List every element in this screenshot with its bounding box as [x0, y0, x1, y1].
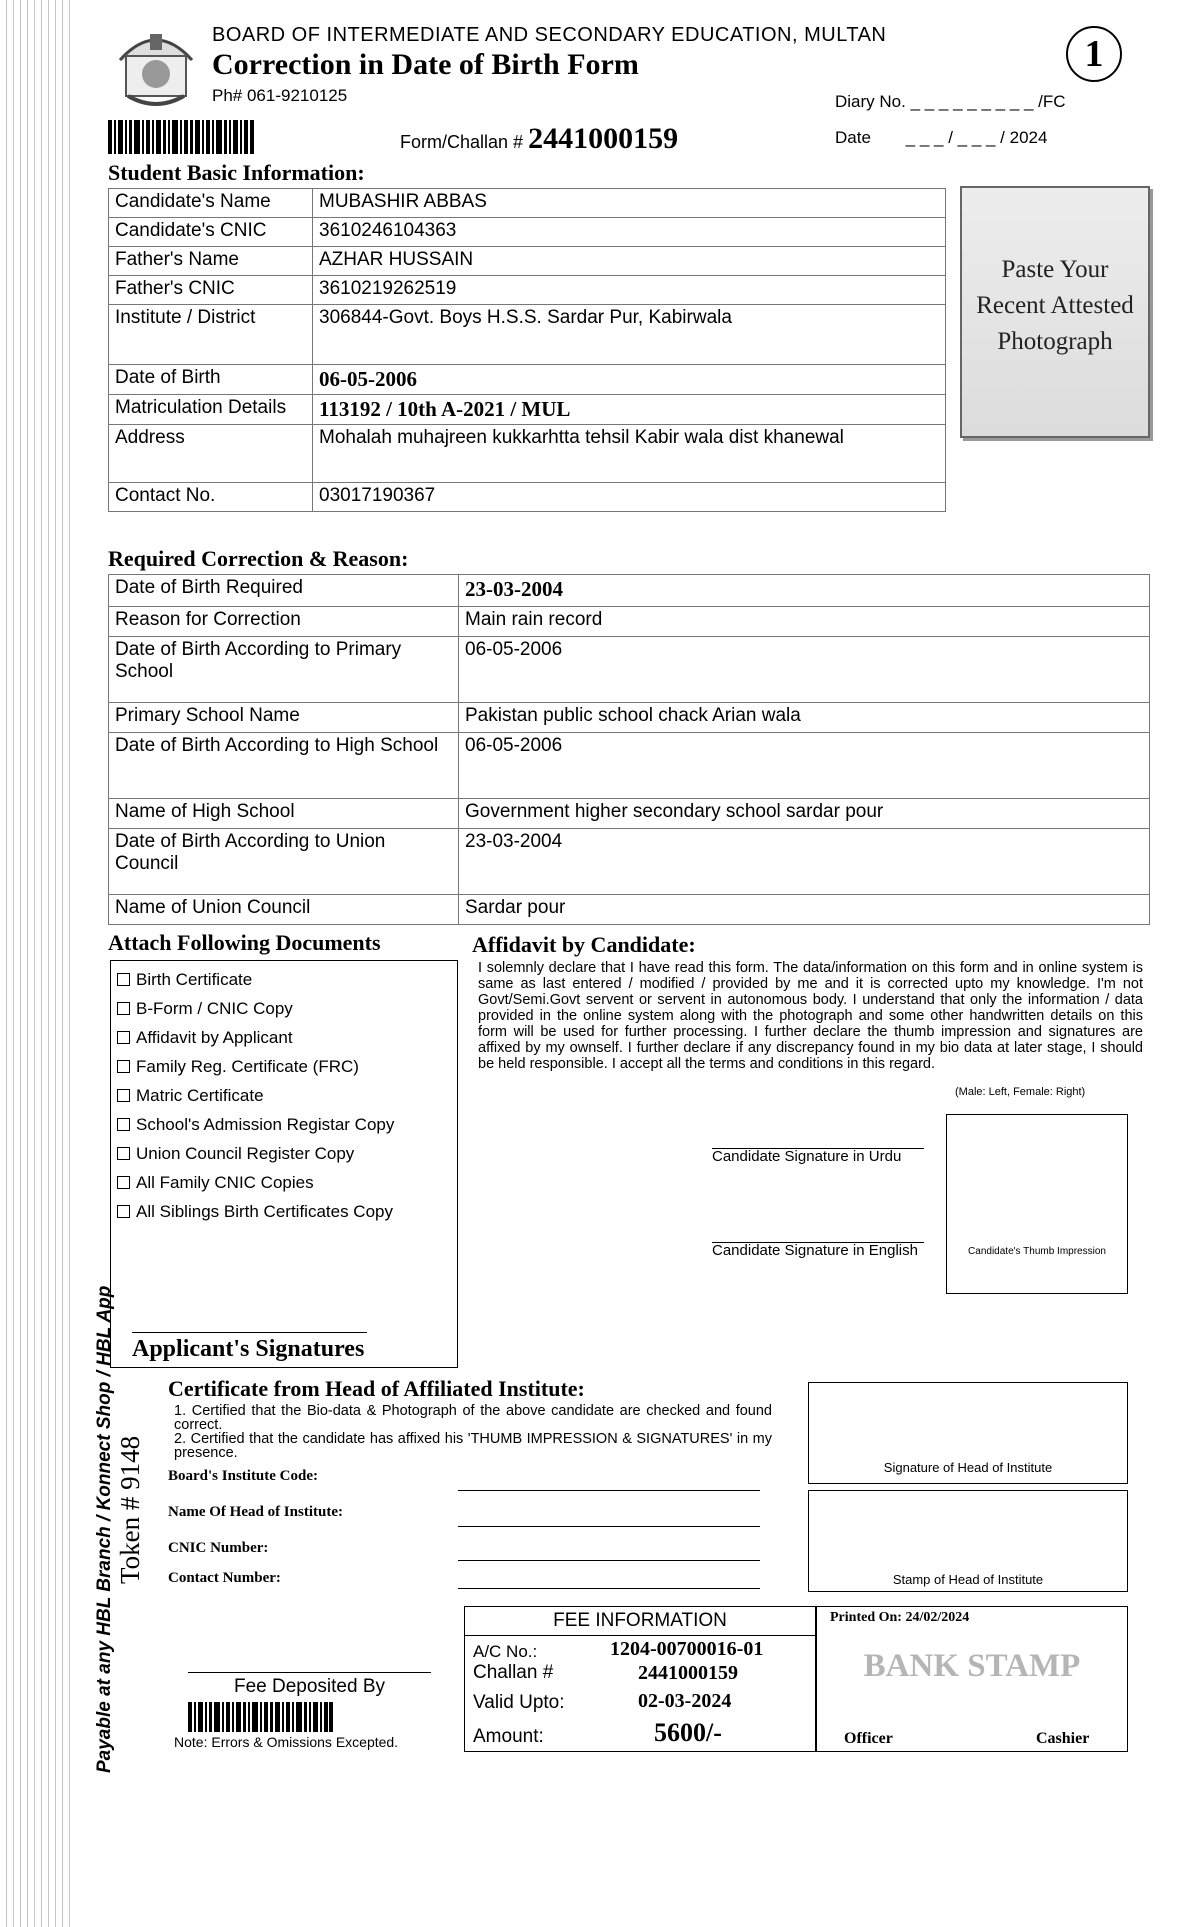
document-label: Birth Certificate: [136, 970, 253, 989]
document-label: Family Reg. Certificate (FRC): [136, 1057, 359, 1076]
row-label: Reason for Correction: [109, 607, 459, 637]
checkbox[interactable]: [117, 1176, 130, 1189]
thumb-impression-box: [946, 1114, 1128, 1294]
table-row: [109, 425, 946, 483]
row-value: 06-05-2006: [313, 365, 946, 395]
table-row: [109, 483, 946, 512]
errors-note: Note: Errors & Omissions Excepted.: [174, 1734, 399, 1750]
documents-list: [110, 960, 458, 1368]
table-row: [109, 575, 1150, 607]
row-value: 23-03-2004: [459, 829, 1150, 895]
urdu-signature-label: Candidate Signature in Urdu: [712, 1148, 902, 1165]
document-item[interactable]: [117, 994, 451, 1023]
row-label: Matriculation Details: [109, 395, 313, 425]
ac-number-label: A/C No.:: [473, 1642, 538, 1661]
certificate-line: 1. Certified that the Bio-data & Photograph of the above candidate are checked and found correct.: [174, 1403, 772, 1433]
row-label: Primary School Name: [109, 703, 459, 733]
cnic-number-label: CNIC Number:: [168, 1540, 269, 1556]
head-stamp-label: Stamp of Head of Institute: [892, 1572, 1044, 1587]
row-value: 06-05-2006: [459, 637, 1150, 703]
photo-text-line: Photograph: [997, 328, 1113, 355]
document-label: B-Form / CNIC Copy: [136, 999, 293, 1018]
phone-number: Ph# 061-9210125: [212, 86, 348, 105]
thumb-impression-label: Candidate's Thumb Impression: [968, 1246, 1106, 1257]
table-row: [109, 218, 946, 247]
affidavit-text: I solemnly declare that I have read this form. The data/information on this form and in online system is same as last entered / modified / provided by me and it is corrected upto my knowledge. I'm not Govt/Semi.Govt servent or servent in autonomous body. I understand that only the information / data provided in the online system along with the photograph and some other handwritten details on this form will be used for further processing. I further declare the thumb impression and signatures are affixed by my ownself. I further declare if any discrepancy found in my bio data at later stage, I should be held responsible. I accept all the terms and conditions in this regard.: [478, 960, 1143, 1072]
left-margin-stripes: [0, 0, 75, 1927]
affidavit-title: Affidavit by Candidate:: [472, 932, 696, 957]
correction-title: Required Correction & Reason:: [108, 546, 409, 571]
challan-label: Form/Challan #: [400, 132, 524, 152]
photo-text-line: Paste Your: [1001, 256, 1109, 283]
checkbox[interactable]: [117, 1031, 130, 1044]
row-value: Sardar pour: [459, 895, 1150, 925]
row-label: Name of Union Council: [109, 895, 459, 925]
challan-number: 2441000159: [528, 122, 679, 155]
barcode-icon: [108, 120, 254, 154]
date-label: Date: [835, 128, 871, 147]
row-label: Father's CNIC: [109, 276, 313, 305]
row-label: Date of Birth Required: [109, 575, 459, 607]
board-name: BOARD OF INTERMEDIATE AND SECONDARY EDUCATION, MULTAN: [212, 24, 887, 46]
certificate-line: 2. Certified that the candidate has affixed his 'THUMB IMPRESSION & SIGNATURES' in my presence.: [174, 1431, 772, 1461]
row-value: 113192 / 10th A-2021 / MUL: [313, 395, 946, 425]
checkbox[interactable]: [117, 1147, 130, 1160]
table-row: [109, 829, 1150, 895]
valid-upto-label: Valid Upto:: [473, 1692, 565, 1713]
row-label: Date of Birth: [109, 365, 313, 395]
certificate-text: [174, 1404, 772, 1460]
cashier-label: Cashier: [1036, 1730, 1090, 1747]
document-item[interactable]: [117, 1110, 451, 1139]
institute-code-line[interactable]: [458, 1490, 760, 1491]
english-signature-label: Candidate Signature in English: [712, 1242, 918, 1259]
checkbox[interactable]: [117, 1002, 130, 1015]
fee-challan-value: 2441000159: [638, 1662, 738, 1684]
table-row: [109, 607, 1150, 637]
fee-deposited-label: Fee Deposited By: [233, 1676, 386, 1697]
officer-label: Officer: [844, 1730, 893, 1747]
form-challan-number: [400, 122, 678, 156]
checkbox[interactable]: [117, 1205, 130, 1218]
board-logo: [110, 20, 202, 112]
row-value: 3610246104363: [313, 218, 946, 247]
table-row: [109, 305, 946, 365]
row-label: Father's Name: [109, 247, 313, 276]
row-label: Date of Birth According to Primary School: [109, 637, 459, 703]
row-value: 23-03-2004: [459, 575, 1150, 607]
document-item[interactable]: [117, 1197, 451, 1226]
row-value: Main rain record: [459, 607, 1150, 637]
cnic-number-line[interactable]: [458, 1560, 760, 1561]
row-label: Date of Birth According to High School: [109, 733, 459, 799]
row-label: Contact No.: [109, 483, 313, 512]
head-signature-label: Signature of Head of Institute: [883, 1460, 1053, 1475]
table-row: [109, 703, 1150, 733]
table-row: [109, 733, 1150, 799]
checkbox[interactable]: [117, 973, 130, 986]
page-number: 1: [1066, 26, 1122, 82]
amount-label: Amount:: [473, 1726, 544, 1747]
row-value: Pakistan public school chack Arian wala: [459, 703, 1150, 733]
document-item[interactable]: [117, 1052, 451, 1081]
basic-info-title: Student Basic Information:: [108, 160, 365, 185]
row-value: MUBASHIR ABBAS: [313, 189, 946, 218]
row-value: Government higher secondary school sardar pour: [459, 799, 1150, 829]
head-name-label: Name Of Head of Institute:: [168, 1504, 343, 1520]
photo-box: [960, 186, 1150, 438]
row-label: Date of Birth According to Union Council: [109, 829, 459, 895]
document-label: Union Council Register Copy: [136, 1144, 355, 1163]
valid-upto-value: 02-03-2024: [638, 1690, 732, 1712]
document-item[interactable]: [117, 1023, 451, 1052]
applicant-signature-line: [132, 1332, 367, 1333]
table-row: [109, 895, 1150, 925]
document-label: All Siblings Birth Certificates Copy: [136, 1202, 393, 1221]
thumb-note: (Male: Left, Female: Right): [955, 1086, 1086, 1098]
document-label: Affidavit by Applicant: [136, 1028, 293, 1047]
contact-number-label: Contact Number:: [168, 1570, 281, 1586]
table-row: [109, 799, 1150, 829]
table-row: [109, 395, 946, 425]
row-value: 3610219262519: [313, 276, 946, 305]
table-row: [109, 365, 946, 395]
document-item[interactable]: [117, 1168, 451, 1197]
photo-text-line: Recent Attested: [976, 292, 1134, 319]
bank-stamp-label: BANK STAMP: [863, 1648, 1081, 1684]
institute-code-label: Board's Institute Code:: [168, 1468, 319, 1484]
document-label: Matric Certificate: [136, 1086, 264, 1105]
barcode-icon: [188, 1702, 333, 1732]
ac-number-value: 1204-00700016-01: [610, 1638, 764, 1660]
fee-challan-label: Challan #: [473, 1662, 554, 1683]
row-value: Mohalah muhajreen kukkarhtta tehsil Kabir wala dist khanewal: [313, 425, 946, 483]
amount-value: 5600/-: [654, 1718, 722, 1747]
row-label: Institute / District: [109, 305, 313, 365]
diary-number: Diary No. _ _ _ _ _ _ _ _ _ /FC: [835, 92, 1066, 111]
printed-on: Printed On: 24/02/2024: [830, 1610, 970, 1625]
payable-note: Payable at any HBL Branch / Konnect Shop / HBL App: [94, 1285, 115, 1773]
document-item[interactable]: [117, 1139, 451, 1168]
row-value: 06-05-2006: [459, 733, 1150, 799]
certificate-title: Certificate from Head of Affiliated Institute:: [168, 1376, 585, 1401]
row-label: Candidate's CNIC: [109, 218, 313, 247]
table-row: [109, 276, 946, 305]
row-label: Address: [109, 425, 313, 483]
row-value: AZHAR HUSSAIN: [313, 247, 946, 276]
contact-number-line[interactable]: [458, 1588, 760, 1589]
applicant-signature-label: Applicant's Signatures: [132, 1336, 365, 1362]
form-title: Correction in Date of Birth Form: [212, 48, 639, 81]
document-label: School's Admission Registar Copy: [136, 1115, 395, 1134]
checkbox[interactable]: [117, 1118, 130, 1131]
document-label: All Family CNIC Copies: [136, 1173, 314, 1192]
table-row: [109, 637, 1150, 703]
fee-deposited-line: [188, 1672, 431, 1673]
document-item[interactable]: [117, 965, 451, 994]
basic-info-table: [108, 188, 946, 512]
correction-table: [108, 574, 1150, 925]
row-label: Name of High School: [109, 799, 459, 829]
date-field: [835, 128, 1047, 148]
checkbox[interactable]: [117, 1060, 130, 1073]
row-value: 03017190367: [313, 483, 946, 512]
row-label: Candidate's Name: [109, 189, 313, 218]
fee-information-header: FEE INFORMATION: [464, 1608, 816, 1636]
row-value: 306844-Govt. Boys H.S.S. Sardar Pur, Kabirwala: [313, 305, 946, 365]
date-value: _ _ _ / _ _ _ / 2024: [905, 128, 1048, 147]
checkbox[interactable]: [117, 1089, 130, 1102]
head-name-line[interactable]: [458, 1526, 760, 1527]
table-row: [109, 247, 946, 276]
table-row: [109, 189, 946, 218]
document-item[interactable]: [117, 1081, 451, 1110]
token-number: Token # 9148: [115, 1435, 145, 1584]
documents-title: Attach Following Documents: [108, 930, 381, 955]
